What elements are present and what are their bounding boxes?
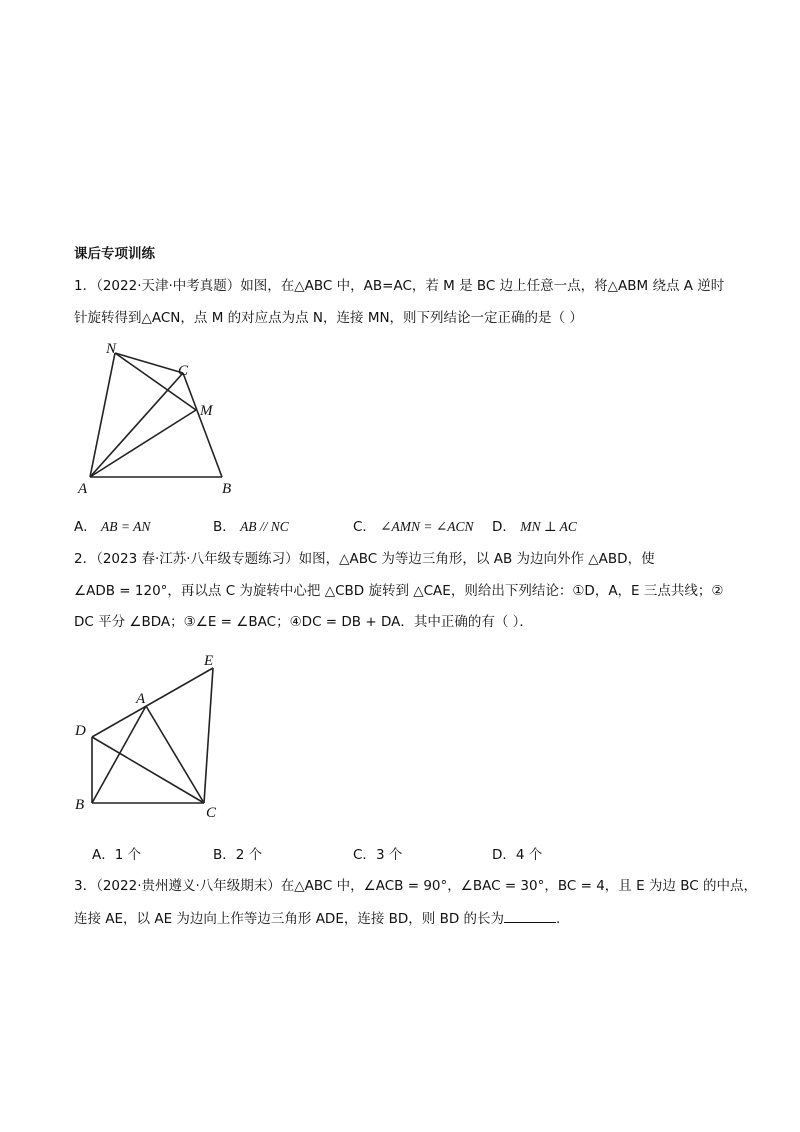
q2-option-c-letter: C．: [353, 847, 376, 863]
q2-text-line1: （2023 春·江苏·八年级专题练习）如图，△ABC 为等边三角形，以 AB 为边向外作 △ABD，使: [96, 551, 655, 567]
q2-text-line2: ∠ADB = 120°，再以点 C 为旋转中心把 △CBD 旋转到 △CAE，则给出下列结论：①D，A，E 三点共线；②: [74, 583, 724, 599]
q3-text-line2: 连接 AE，以 AE 为边向上作等边三角形 ADE，连接 BD，则 BD 的长为: [74, 911, 505, 927]
q1-option-a-text: AB = AN: [101, 519, 151, 534]
q1-label-b: B: [222, 481, 232, 497]
q2-option-b-text: 2 个: [235, 847, 263, 863]
q2-number: 2．: [74, 551, 97, 567]
q1-label-n: N: [106, 341, 117, 357]
q2-figure: [68, 645, 238, 825]
q2-option-b-letter: B．: [213, 847, 236, 863]
q2-label-d: D: [75, 723, 86, 739]
q1-line1: [74, 276, 724, 296]
q2-option-d[interactable]: [492, 845, 542, 865]
q3-text-line2-end: .: [556, 911, 561, 927]
q1-option-d[interactable]: [492, 517, 577, 537]
q2-label-b: B: [75, 797, 85, 813]
q2-option-d-text: 4 个: [515, 847, 543, 863]
q1-option-c-text: ∠AMN = ∠ACN: [380, 519, 474, 534]
q2-label-e: E: [204, 653, 214, 669]
q1-option-b-text: AB // NC: [240, 519, 289, 534]
q2-label-a: A: [136, 691, 146, 707]
q2-figure-lines: [92, 668, 213, 803]
q2-text-line3: DC 平分 ∠BDA；③∠E = ∠BAC；④DC = DB + DA．其中正确的有（ ）．: [74, 614, 533, 630]
q1-option-a-letter: A．: [74, 519, 97, 535]
q2-label-c: C: [206, 805, 217, 821]
q1-option-d-letter: D．: [492, 519, 516, 535]
q2-option-c-text: 3 个: [375, 847, 403, 863]
section-title: 课后专项训练: [74, 246, 155, 262]
q1-option-c[interactable]: [353, 517, 473, 537]
q1-figure: [70, 335, 250, 500]
q2-option-b[interactable]: [213, 845, 262, 865]
q2-line1: [74, 549, 655, 569]
q1-option-c-letter: C．: [353, 519, 376, 535]
q1-text-line2: 针旋转得到△ACN，点 M 的对应点为点 N，连接 MN，则下列结论一定正确的是（ ）: [74, 310, 583, 326]
q1-number: 1．: [74, 278, 97, 294]
q2-option-c[interactable]: [353, 845, 402, 865]
q1-option-b-letter: B．: [213, 519, 236, 535]
q2-option-a-letter: A．: [92, 847, 115, 863]
q1-option-d-text: MN ⊥ AC: [520, 519, 577, 534]
q1-label-a: A: [78, 481, 88, 497]
q2-option-a[interactable]: [92, 845, 141, 865]
q3-line2: [74, 908, 560, 929]
q1-text-line1: （2022·天津·中考真题）如图，在△ABC 中，AB=AC，若 M 是 BC 边上任意一点，将△ABM 绕点 A 逆时: [96, 278, 725, 294]
q1-option-b[interactable]: [213, 517, 289, 537]
q2-option-d-letter: D．: [492, 847, 516, 863]
q1-label-c: C: [178, 363, 189, 379]
q3-number: 3．: [74, 878, 97, 894]
q1-label-m: M: [200, 403, 213, 419]
q2-option-a-text: 1 个: [114, 847, 142, 863]
q3-line1: [74, 876, 757, 896]
q3-text-line1: （2022·贵州遵义·八年级期末）在△ABC 中，∠ACB = 90°，∠BAC = 30°，BC = 4，且 E 为边 BC 的中点，: [96, 878, 757, 894]
q1-option-a[interactable]: [74, 517, 150, 537]
q3-answer-blank[interactable]: [504, 908, 556, 923]
